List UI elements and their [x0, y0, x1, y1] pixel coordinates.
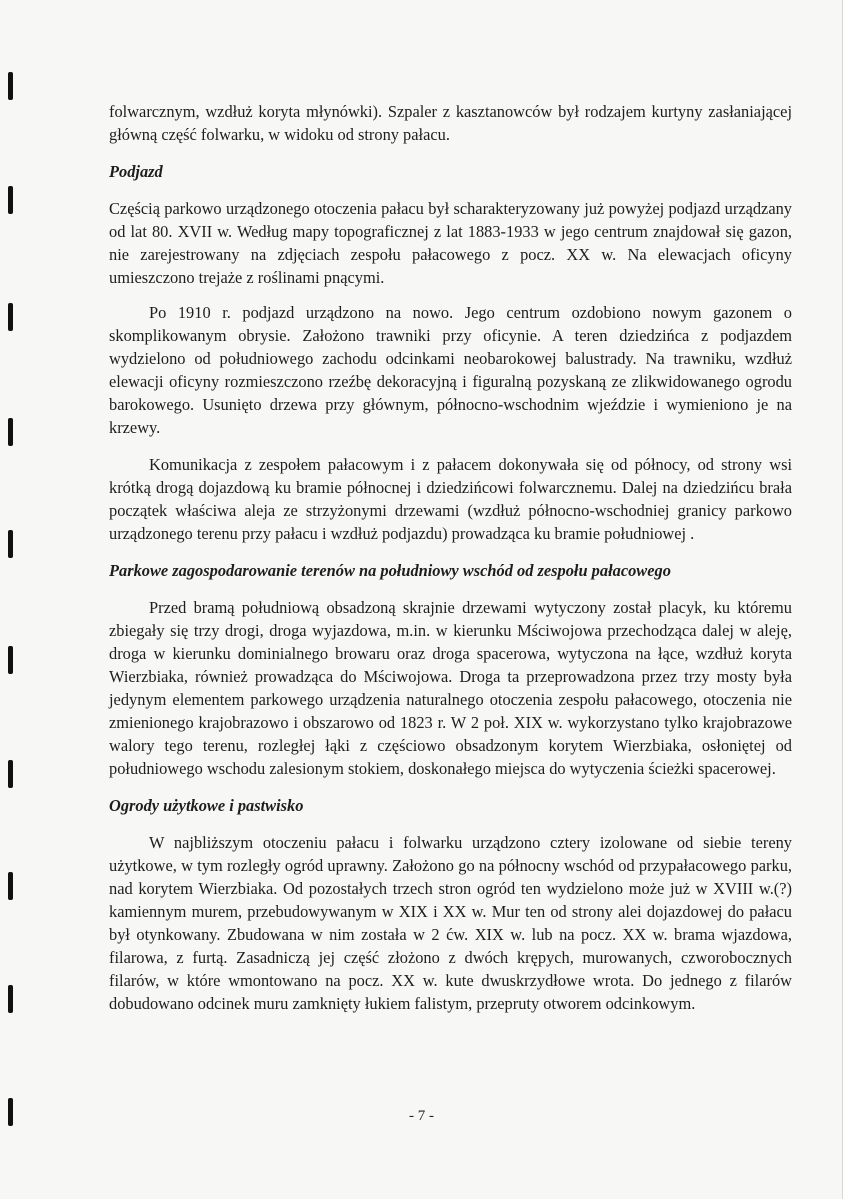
paragraph: Częścią parkowo urządzonego otoczenia pałacu był scharakteryzowany już powyżej podjazd urządzany od lat 80. XVII w. Według mapy topograficznej z lat 1883-1933 w jego centrum znajdował się gazon, nie zarejestrowany na zdjęciach zespołu pałacowego z pocz. XX w. Na elewacjach oficyny umieszczono trejaże z roślinami pnącymi.: [109, 199, 792, 287]
binding-hole-mark: [8, 872, 13, 900]
binding-hole-mark: [8, 530, 13, 558]
section-heading-podjazd: Podjazd: [109, 162, 163, 181]
binding-hole-mark: [8, 418, 13, 446]
binding-hole-mark: [8, 985, 13, 1013]
paragraph: Po 1910 r. podjazd urządzono na nowo. Jego centrum ozdobiono nowym gazonem o skomplikowanym obrysie. Założono trawniki przy oficynie. A teren dziedzińca z podjazdem wydzielono od południowego zachodu odcinkami neobarokowej balustrady. Na trawniku, wzdłuż elewacji oficyny rozmieszczono rzeźbę dekoracyjną i figuralną pozyskaną ze zlikwidowanego ogrodu barokowego. Usunięto drzewa przy głównym, północno-wschodnim wjeździe i wymieniono je na krzewy.: [109, 303, 792, 437]
binding-hole-mark: [8, 760, 13, 788]
section-heading-ogrody-uzytkowe: Ogrody użytkowe i pastwisko: [109, 796, 304, 815]
binding-hole-mark: [8, 186, 13, 214]
binding-hole-mark: [8, 72, 13, 100]
paragraph: Przed bramą południową obsadzoną skrajnie drzewami wytyczony został placyk, ku któremu zbiegały się trzy drogi, droga wyjazdowa, m.in. w kierunku Mściwojowa przechodząca dalej w aleję, droga w kierunku dominialnego browaru oraz droga spacerowa, wytyczona na łące, wzdłuż koryta Wierzbiaka, również prowadząca do Mściwojowa. Droga ta przeprowadzona przez trzy mosty była jedynym elementem parkowego urządzenia naturalnego otoczenia zespołu pałacowego, otoczenia nie zmienionego krajobrazowo i obszarowo od 1823 r. W 2 poł. XIX w. wykorzystano tylko krajobrazowe walory tego terenu, rozległej łąki z częściowo obsadzonym korytem Wierzbiaka, osłoniętej od południowego wschodu zalesionym stokiem, doskonałego miejsca do wytyczenia ścieżki spacerowej.: [109, 598, 792, 778]
binding-hole-mark: [8, 303, 13, 331]
document-body: [109, 100, 792, 1015]
paragraph: Komunikacja z zespołem pałacowym i z pałacem dokonywała się od północy, od strony wsi krótką drogą dojazdową ku bramie północnej i dziedzińcowi folwarcznemu. Dalej na dziedzińcu brała początek właściwa aleja ze strzyżonymi drzewami (wzdłuż północno-wschodniej granicy parkowo urządzonego terenu przy pałacu i wzdłuż podjazdu) prowadząca ku bramie południowej .: [109, 455, 792, 543]
binding-hole-mark: [8, 646, 13, 674]
paragraph: folwarcznym, wzdłuż koryta młynówki). Szpaler z kasztanowców był rodzajem kurtyny zasłaniającej główną część folwarku, w widoku od strony pałacu.: [109, 102, 792, 144]
paragraph: W najbliższym otoczeniu pałacu i folwarku urządzono cztery izolowane od siebie tereny użytkowe, w tym rozległy ogród uprawny. Założono go na północny wschód od przypałacowego parku, nad korytem Wierzbiaka. Od pozostałych trzech stron ogród ten wydzielono może już w XVIII w.(?) kamiennym murem, przebudowywanym w XIX i XX w. Mur ten od strony alei dojazdowej do pałacu był otynkowany. Zbudowana w nim została w 2 ćw. XIX w. lub na pocz. XX w. brama wjazdowa, filarowa, z furtą. Zasadniczą jej część złożono z dwóch krępych, murowanych, czworobocznych filarów, w które wmontowano na pocz. XX w. kute dwuskrzydłowe wrota. Do jednego z filarów dobudowano odcinek muru zamknięty łukiem falistym, przepruty otworem odcinkowym.: [109, 833, 792, 1013]
page-number: - 7 -: [409, 1108, 434, 1124]
section-heading-parkowe-zagospodarowanie: Parkowe zagospodarowanie terenów na południowy wschód od zespołu pałacowego: [109, 561, 671, 580]
